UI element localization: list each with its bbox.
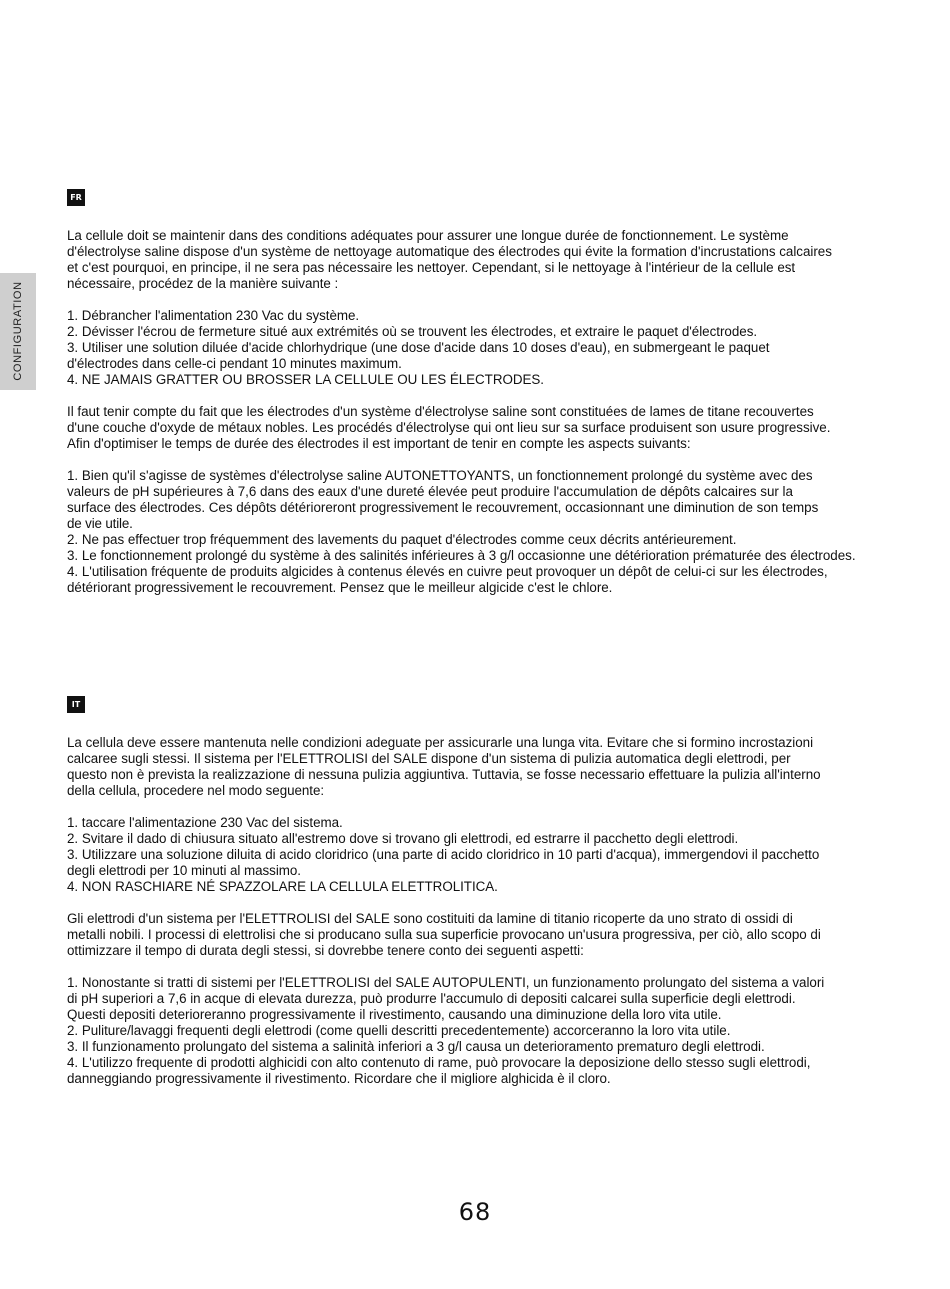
- text-line: d'une couche d'oxyde de métaux nobles. Les procédés d'électrolyse qui ont lieu sur sa surface produisent son usure progressive.: [67, 420, 831, 435]
- list-item: 4. NON RASCHIARE NÉ SPAZZOLARE LA CELLULA ELETTROLITICA.: [67, 879, 498, 894]
- list-item: 2. Svitare il dado di chiusura situato all'estremo dove si trovano gli elettrodi, ed estrarre il pacchetto degli elettrodi.: [67, 831, 739, 846]
- text-line: ottimizzare il tempo di durata degli stessi, si dovrebbe tenere conto dei seguenti aspetti:: [67, 943, 584, 958]
- list-item: 1. Bien qu'il s'agisse de systèmes d'électrolyse saline AUTONETTOYANTS, un fonctionnement prolongé du système avec des: [67, 468, 813, 483]
- list-item: valeurs de pH supérieures à 7,6 dans des eaux d'une dureté élevée peut produire l'accumulation de dépôts calcaires sur la: [67, 484, 793, 499]
- list-fr-steps: [67, 308, 927, 388]
- text-line: della cellula, procedere nel modo seguente:: [67, 783, 325, 798]
- text-line: et c'est pourquoi, en principe, il ne sera pas nécessaire les nettoyer. Cependant, si le nettoyage à l'intérieur de la cellule est: [67, 260, 796, 275]
- list-it-steps: [67, 815, 927, 895]
- list-fr-aspects: [67, 468, 927, 596]
- paragraph-fr-intro: [67, 228, 927, 292]
- language-badge-fr: FR: [67, 189, 85, 206]
- list-item: 3. Utilizzare una soluzione diluita di acido cloridrico (una parte di acido cloridrico in 10 parti d'acqua), immergendovi il pacchetto: [67, 847, 820, 862]
- list-item: 4. L'utilisation fréquente de produits algicides à contenus élevés en cuivre peut provoquer un dépôt de celui-ci sur les électrodes,: [67, 564, 828, 579]
- list-item: 4. NE JAMAIS GRATTER OU BROSSER LA CELLULE OU LES ÉLECTRODES.: [67, 372, 544, 387]
- list-item: 3. Il funzionamento prolungato del sistema a salinità inferiori a 3 g/l causa un deterioramento prematuro degli elettrodi.: [67, 1039, 765, 1054]
- list-item: di pH superiori a 7,6 in acque di elevata durezza, può produrre l'accumulo di depositi calcarei sulla superficie degli elettrodi.: [67, 991, 796, 1006]
- list-it-aspects: [67, 975, 927, 1087]
- text-line: metalli nobili. I processi di elettrolisi che si producano sulla sua superficie provocano un'usura progressiva, per ciò, allo scopo di: [67, 927, 821, 942]
- list-item: Questi depositi deterioreranno progressivamente il rivestimento, causando una diminuzione della loro vita utile.: [67, 1007, 722, 1022]
- list-item: de vie utile.: [67, 516, 133, 531]
- paragraph-fr-electrodes: [67, 404, 927, 452]
- list-item: 3. Utiliser une solution diluée d'acide chlorhydrique (une dose d'acide dans 10 doses d'eau), en submergeant le paquet: [67, 340, 770, 355]
- paragraph-it-intro: [67, 735, 927, 799]
- text-line: questo non è prevista la realizzazione di nessuna pulizia aggiuntiva. Tuttavia, se fosse necessario effettuare la pulizia all'interno: [67, 767, 821, 782]
- list-item: 1. Débrancher l'alimentation 230 Vac du système.: [67, 308, 360, 323]
- text-line: d'électrolyse saline dispose d'un système de nettoyage automatique des électrodes qui évite la formation d'incrustations calcaires: [67, 244, 832, 259]
- text-line: La cellula deve essere mantenuta nelle condizioni adeguate per assicurarle una lunga vita. Evitare che si formino incrostazioni: [67, 735, 814, 750]
- list-item: 2. Dévisser l'écrou de fermeture situé aux extrémités où se trouvent les électrodes, et extraire le paquet d'électrodes.: [67, 324, 758, 339]
- list-item: d'électrodes dans celle-ci pendant 10 minutes maximum.: [67, 356, 402, 371]
- page-number: 68: [458, 1198, 492, 1226]
- language-badge-it: IT: [67, 696, 85, 713]
- text-line: calcaree sugli stessi. Il sistema per l'ELETTROLISI del SALE dispone d'un sistema di pulizia automatica degli elettrodi, per: [67, 751, 791, 766]
- list-item: 3. Le fonctionnement prolongé du système à des salinités inférieures à 3 g/l occasionne une détérioration prématurée des électrodes.: [67, 548, 856, 563]
- list-item: degli elettrodi per 10 minuti al massimo.: [67, 863, 301, 878]
- list-item: surface des électrodes. Ces dépôts détérioreront progressivement le recouvrement, occasionnant une diminution de son temps: [67, 500, 819, 515]
- text-line: nécessaire, procédez de la manière suivante :: [67, 276, 339, 291]
- list-item: danneggiando progressivamente il rivestimento. Ricordare che il migliore alghicida è il cloro.: [67, 1071, 611, 1086]
- text-line: La cellule doit se maintenir dans des conditions adéquates pour assurer une longue durée de fonctionnement. Le système: [67, 228, 789, 243]
- text-line: Il faut tenir compte du fait que les électrodes d'un système d'électrolyse saline sont constituées de lames de titane recouvertes: [67, 404, 814, 419]
- list-item: 2. Ne pas effectuer trop fréquemment des lavements du paquet d'électrodes comme ceux décrits antérieurement.: [67, 532, 737, 547]
- text-line: Gli elettrodi d'un sistema per l'ELETTROLISI del SALE sono costituiti da lamine di titanio ricoperte da uno strato di ossidi di: [67, 911, 793, 926]
- side-section-tab: [0, 273, 36, 390]
- text-line: Afin d'optimiser le temps de durée des électrodes il est important de tenir en compte les aspects suivants:: [67, 436, 691, 451]
- list-item: 4. L'utilizzo frequente di prodotti alghicidi con alto contenuto di rame, può provocare la deposizione dello stesso sugli elettrodi,: [67, 1055, 811, 1070]
- paragraph-it-electrodes: [67, 911, 927, 959]
- list-item: détériorant progressivement le recouvrement. Pensez que le meilleur algicide c'est le chlore.: [67, 580, 613, 595]
- side-tab-label: CONFIGURATION: [12, 281, 24, 381]
- list-item: 1. Nonostante si tratti di sistemi per l'ELETTROLISI del SALE AUTOPULENTI, un funzionamento prolungato del sistema a valori: [67, 975, 825, 990]
- list-item: 2. Puliture/lavaggi frequenti degli elettrodi (come quelli descritti precedentemente) accorceranno la loro vita utile.: [67, 1023, 731, 1038]
- list-item: 1. taccare l'alimentazione 230 Vac del sistema.: [67, 815, 343, 830]
